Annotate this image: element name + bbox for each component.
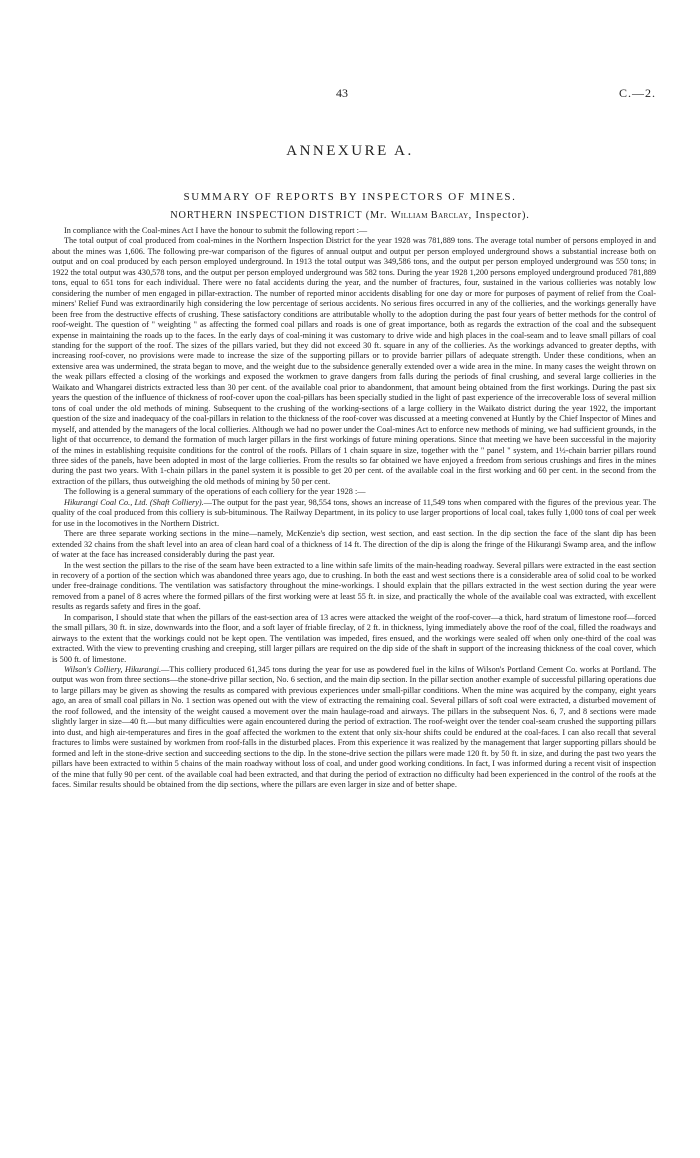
paragraph: Hikurangi Coal Co., Ltd. (Shaft Colliery).—The output for the past year, 98,554 tons, shows an increase of 11,549 tons when compared with the figures of the previous year. The quality of the coal produced from this colliery is sub-bituminous. The Railway Department, in its policy to use larger proportions of local coal, takes fully 1,000 tons of coal per week for use in the locomotives in the Northern District. xyxy=(52,497,656,528)
paragraph: There are three separate working sections in the mine—namely, McKenzie's dip section, west section, and east section. In the dip section the face of the slant dip has been extended 32 chains from the shaft level into an area of clean hard coal of a thickness of 14 ft. The direction of the dip is along the fringe of the Hikurangi Swamp area, and the inflow of water at the face has increased considerably during the past year. xyxy=(52,529,656,560)
page-number: 43 xyxy=(336,86,348,100)
district-name: NORTHERN INSPECTION DISTRICT (Mr. xyxy=(170,210,388,221)
colliery-name: Wilson's Colliery, Hikurangi. xyxy=(64,665,162,675)
paragraph: In the west section the pillars to the rise of the seam have been extracted to a line within safe limits of the main-heading roadway. Several pillars were extracted in the east section in recovery of a portion of the section which was abandoned three years ago, due to crushing. In both the east and west sections there is a considerable area of solid coal to be worked under free-drainage conditions. The ventilation was satisfactory throughout the mine-workings. I should explain that the pillars extracted in the west section during the year were removed from a panel of 8 acres where the formed pillars of the first working were at least 55 ft. in size, and practically the whole of the available coal was extracted, with excellent results as regards safety and fires in the goaf. xyxy=(52,560,656,612)
document-reference: C.—2. xyxy=(618,86,656,100)
colliery-name: Hikurangi Coal Co., Ltd. (Shaft Colliery). xyxy=(64,497,204,507)
annexure-title: ANNEXURE A. xyxy=(286,143,414,159)
report-subtitle: SUMMARY OF REPORTS BY INSPECTORS OF MINES. xyxy=(183,191,517,203)
inspector-role: , Inspector). xyxy=(468,210,530,221)
page-header xyxy=(0,86,700,102)
report-body xyxy=(52,226,656,790)
inspector-name: William Barclay xyxy=(390,210,469,221)
paragraph: Wilson's Colliery, Hikurangi.—This colliery produced 61,345 tons during the year for use as powdered fuel in the kilns of Wilson's Portland Cement Co. works at Portland. The output was won from three sections—the stone-drive pillar section, No. 6 section, and the main dip section. In the pillar section another example of successful pillaring operations due to large pillars may be given as showing the results as compared with previous experiences under small-pillar conditions. When the mine was acquired by the company, eight years ago, an area of small coal pillars in No. 1 section was opened out with the view of extracting the remaining coal. Several pillars of soft coal were extracted, a disturbed movement of the roof followed, and the intensity of the weight caused a movement over the main haulage-road and airways. The pillars in the subsequent Nos. 6, 7, and 8 sections were made slightly larger in size—40 ft.—but many difficulties were again encountered during the period of extraction. The roof-weight over the tender coal-seam crushed the supporting pillars into dust, and high air-temperatures and fires in the goaf affected the workmen to the extent that only six-hour shifts could be endured at the coal-faces. I can also recall that several fractures to limbs were sustained by workmen from roof-falls in the disturbed places. From this experience it was realized by the management that larger supporting pillars should be formed and left in the stone-drive section and succeeding sections to the dip. In the stone-drive section the pillars were made 120 ft. by 50 ft. in size, and during the past two years the pillars have been extracted to within 5 chains of the main roadway without loss of coal, and under good working conditions. In fact, I was informed during a recent visit of inspection of the mine that fully 90 per cent. of the available coal had been extracted, and that during the period of extraction no difficulty had been experienced in the control of the roofs at the faces. Similar results should be obtained from the dip sections, where the pillars are even larger in size and of better shape. xyxy=(52,665,657,790)
paragraph: The following is a general summary of the operations of each colliery for the year 1928 :— xyxy=(64,487,366,497)
paragraph: The total output of coal produced from coal-mines in the Northern Inspection District for the year 1928 was 781,889 tons. The average total number of persons employed in and about the mines was 1,606. The following pre-war comparison of the figures of annual output and output per person employed underground shows a substantial increase both on output and on coal produced by each person employed underground. In 1913 the total output was 349,586 tons, and the output per person employed underground was 550 tons; in 1922 the total output was 430,578 tons, and the output per person employed underground was 582 tons. During the year 1928 1,200 persons employed underground produced 781,889 tons, equal to 651 tons for each individual. There were no fatal accidents during the year, and the number of fractures, four, sustained in the various collieries was notably low considering the number of men engaged in pillar-extraction. The number of reported minor accidents disabling for one day or more for purposes of payment of relief from the Coal-miners' Relief Fund was extraordinarily high considering the low percentage of serious accidents. No serious fires occurred in any of the collieries, and the workings generally have been free from the destructive effects of crushing. These satisfactory conditions are attributable wholly to the adoption during the past four years of better methods for the control of roof-weight. The question of " weighting " as affecting the formed coal pillars and roads is one of great importance, both as regards the extraction of the coal and the subsequent expense in maintaining the roads up to the faces. In the early days of coal-mining it was customary to drive wide and high places in the coal-seam and to leave small pillars of coal standing for the support of the roof. The sizes of the pillars varied, but they did not exceed 30 ft. square in any of the collieries. As the workings advanced to greater depths, with increasing roof-cover, no provisions were made to increase the size of the supporting pillars or to provide barrier pillars of adequate strength. Under these conditions, when an extensive area was undermined, the strata began to move, and the weight due to the subsidence generally extended over a wide area in the mine. In many cases the weight thrown on the weak pillars effected a closing of the workings and exposed the workmen to grave dangers from falls during the periods of final crushing, and several large collieries in the Waikato and Whangarei districts extracted less than 30 per cent. of the available coal prior to abandonment, that amount being obtained from the first workings. During the past six years the question of the influence of thickness of roof-cover upon the coal-pillars has been specially studied in the light of past experience of the irrecoverable loss of several million tons of coal under the old methods of mining. Subsequent to the crushing of the working-sections of a large colliery in the Waikato district during the year 1922, the important question of the size and inadequacy of the coal-pillars in relation to the thickness of the roof-cover was discussed at a meeting convened at Huntly by the Chief Inspector of Mines and myself, and attended by the managers of the local collieries. Although we had no power under the Coal-mines Act to enforce new methods of mining, we had sufficient grounds, in the light of that occurrence, to demand the formation of much larger pillars in the first workings of future mining operations. Since that meeting we have been successful in the majority of the mines in establishing requisite conditions for the control of the roofs. Pillars of 1 chain square in size, together with the " panel " system, and 1½-chain barrier pillars round three sides of the panels, have been adopted in most of the large collieries. From the results so far obtained we have enjoyed a freedom from serious crushings and fires in the mines during the past two years. With 1-chain pillars in the panel system it is possible to get 20 per cent. of the available coal in the first working and 60 per cent. in the second from the extraction of the pillars, thus outweighing the old methods of mining by 50 per cent. xyxy=(52,236,656,486)
paragraph: In comparison, I should state that when the pillars of the east-section area of 13 acres were attacked the weight of the roof-cover—a thick, hard stratum of limestone roof—forced the small pillars, 30 ft. in size, downwards into the floor, and a soft layer of friable fireclay, of 2 ft. in thickness, lying immediately above the roof of the coal, filled the roadways and airways to the extent that the workings could not be kept open. The ventilation was impeded, fires ensued, and the workings were sealed off when only one-third of the coal was extracted. With the view to preventing crushing and creeping, still larger pillars are required on the dip side of the shaft in support of the increasing thickness of the coal cover, which is 500 ft. of limestone. xyxy=(52,612,656,664)
district-heading xyxy=(0,210,700,221)
paragraph: In compliance with the Coal-mines Act I have the honour to submit the following report :— xyxy=(64,226,368,235)
